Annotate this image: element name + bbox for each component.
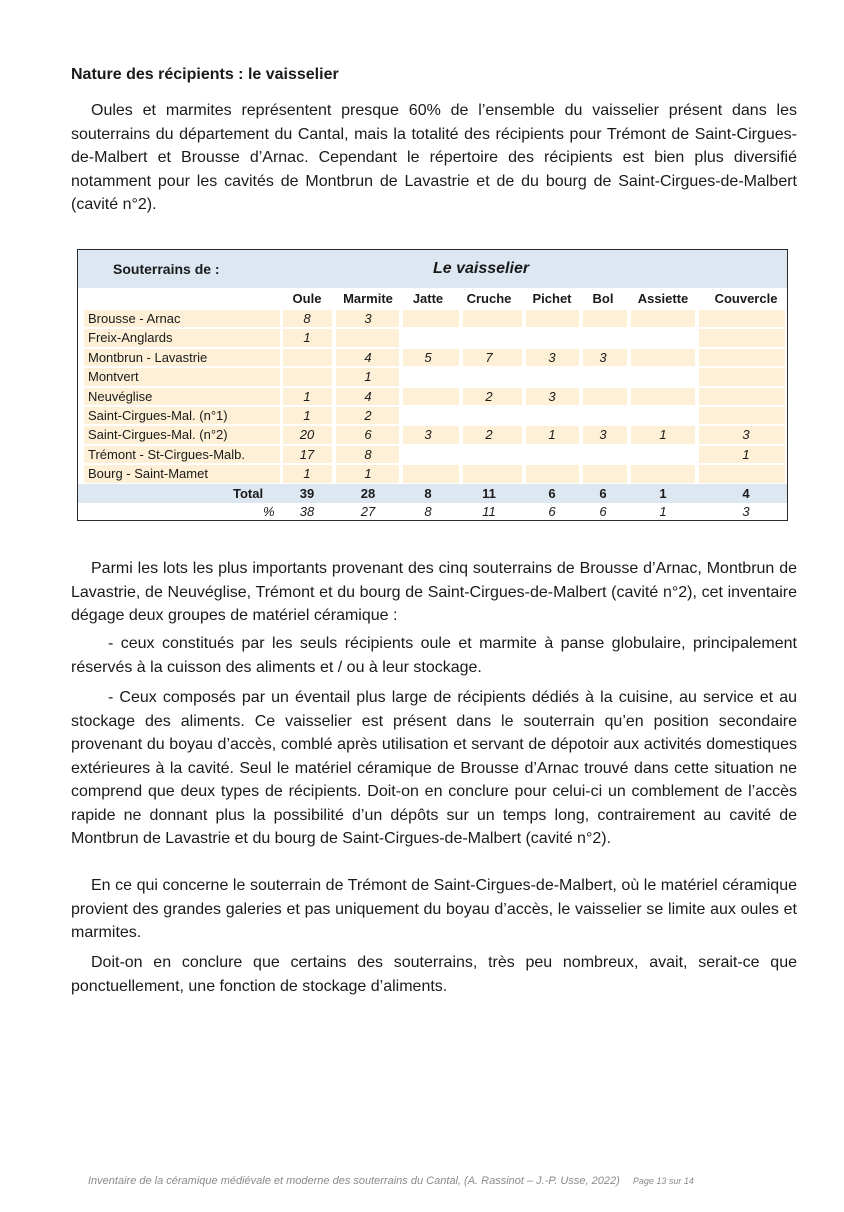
table-cell-value: 1 [548,427,556,443]
table-cell-value: 3 [424,427,432,443]
footer-citation: Inventaire de la céramique médiévale et moderne des souterrains du Cantal, (A. Rassinot – J.-P. Usse, 2022) [88,1175,620,1187]
table-cell-value: 2 [485,388,493,404]
table-cell-value: 1 [742,446,750,462]
total-value: 28 [360,486,376,501]
column-header: Jatte [412,291,444,306]
cell-shading [526,465,579,482]
cell-shading [403,388,459,405]
row-header-label: Souterrains de : [113,261,220,277]
table-cell-value: 6 [364,427,372,443]
table-cell-value: 7 [485,349,493,365]
table-cell-value: 2 [364,408,372,423]
cell-shading [403,310,459,327]
paragraph-group-one: - ceux constitués par les seuls récipients oule et marmite à panse globulaire, principalement réservés à la cuisson des aliments et / ou à leur stockage. [71,635,797,676]
table-cell-value: 1 [303,388,311,404]
table-cell-value: 3 [364,311,372,326]
table-cell-value: 3 [599,349,607,365]
column-header: Cruche [466,291,512,306]
table-title: Le vaisselier [433,260,530,277]
table-row-label: Montbrun - Lavastrie [88,349,208,365]
table-cell-value: 1 [303,330,311,346]
table-cell-value: 1 [303,466,311,482]
page-number: Page 13 sur 14 [632,1176,694,1186]
cell-shading [583,388,627,405]
table-cell-value: 3 [548,388,556,404]
table-row-label: Trémont - St-Cirgues-Malb. [88,446,245,462]
cell-shading [631,310,695,327]
cell-shading [583,465,627,482]
column-header: Oule [292,291,322,306]
total-value: 39 [299,486,315,501]
table-cell-value: 3 [742,427,750,443]
cell-shading [283,368,332,385]
cell-shading [631,465,695,482]
cell-shading [699,368,785,385]
table-row-label: Neuvéglise [88,388,153,404]
table-cell-value: 8 [303,311,311,326]
cell-shading [631,349,695,366]
cell-shading [583,310,627,327]
table-row-label: Brousse - Arnac [88,311,181,326]
percent-value: 11 [482,504,496,519]
column-header: Marmite [343,291,393,306]
table-cell-value: 1 [303,408,311,423]
table-cell-value: 4 [364,388,372,404]
table-cell-value: 4 [364,349,372,365]
table-cell-value: 1 [659,427,667,443]
table-cell-value: 3 [599,427,607,443]
cell-shading [699,329,785,346]
cell-shading [631,388,695,405]
cell-shading [283,349,332,366]
percent-value: 1 [659,504,667,519]
table-header-band [78,250,787,288]
percent-value: 6 [548,504,556,519]
column-header: Pichet [532,291,572,306]
section-heading: Nature des récipients : le vaisselier [71,66,339,83]
table-row-label: Bourg - Saint-Mamet [88,466,208,482]
cell-shading [699,388,785,405]
percent-value: 38 [299,504,315,519]
table-cell-value: 1 [364,466,372,482]
paragraph-lots: Parmi les lots les plus importants provenant des cinq souterrains de Brousse d’Arnac, Montbrun de Lavastrie, de Neuvéglise, Trémont et du bourg de Saint-Cirgues-de-Malbert (cavité n°2), cet inventaire dégage deux groupes de matériel céramique : [71,560,797,624]
paragraph-tremont: En ce qui concerne le souterrain de Trémont de Saint-Cirgues-de-Malbert, où le matériel céramique provient des grandes galeries et pas uniquement du boyau d’accès, le vaisselier se limite aux oules et marmites. [71,877,797,941]
percent-label: % [263,504,275,519]
percent-value: 6 [599,504,607,519]
table-row-label: Saint-Cirgues-Mal. (n°1) [88,408,228,423]
page-footer [88,1175,694,1187]
cell-shading [336,329,399,346]
table-cell-value: 20 [299,427,315,443]
table-cell-value: 17 [299,446,315,462]
paragraph-conclusion: Doit-on en conclure que certains des souterrains, très peu nombreux, avait, serait-ce que ponctuellement, une fonction de stockage d’aliments. [71,954,797,995]
cell-shading [699,349,785,366]
table-cell-value: 3 [548,349,556,365]
table-cell-value: 1 [364,369,372,385]
paragraph-group-two: - Ceux composés par un éventail plus large de récipients dédiés à la cuisine, au service et au stockage des aliments. Ce vaisselier est présent dans le souterrain qu’en position secondaire provenant du boyau d’accès, comblé après utilisation et servant de dépotoir aux activités domestiques extérieures à la cavité. Seul le matériel céramique de Brousse d’Arnac trouvé dans cette situation ne comprend que deux types de récipients. Doit-on en conclure pour celui-ci un comblement de l’accès rapide ne donnant plus la possibilité d’un dépôts sur un temps long, contrairement au cavité de Montbrun de Lavastrie et du bourg de Saint-Cirgues-de-Malbert (cavité n°2). [71,689,797,847]
cell-shading [699,310,785,327]
total-value: 6 [599,486,607,501]
percent-value: 3 [742,504,750,519]
table-cell-value: 5 [424,349,432,365]
percent-value: 27 [360,504,376,519]
table-cell-value: 2 [485,427,493,443]
total-value: 11 [482,486,496,501]
cell-shading [699,407,785,424]
total-value: 6 [548,486,556,501]
total-value: 1 [659,486,667,501]
cell-shading [463,310,522,327]
percent-value: 8 [424,504,432,519]
cell-shading [699,465,785,482]
total-value: 8 [424,486,432,501]
table-row-label: Freix-Anglards [88,330,173,346]
cell-shading [526,310,579,327]
table-row-label: Montvert [88,369,139,385]
cell-shading [403,465,459,482]
cell-shading [463,465,522,482]
column-header: Couvercle [714,291,778,306]
table-row-label: Saint-Cirgues-Mal. (n°2) [88,427,228,443]
paragraph-intro: Oules et marmites représentent presque 60% de l’ensemble du vaisselier présent dans les souterrains du département du Cantal, mais la totalité des récipients pour Trémont de Saint-Cirgues-de-Malbert et Brousse d’Arnac. Cependant le répertoire des récipients est bien plus diversifié notamment pour les cavités de Montbrun de Lavastrie et de du bourg de Saint-Cirgues-de-Malbert (cavité n°2). [71,102,797,213]
total-label: Total [233,486,264,501]
total-value: 4 [742,486,750,501]
vaisselier-table [77,249,788,521]
column-header: Assiette [637,291,689,306]
table-cell-value: 8 [364,446,372,462]
column-header: Bol [592,291,614,306]
